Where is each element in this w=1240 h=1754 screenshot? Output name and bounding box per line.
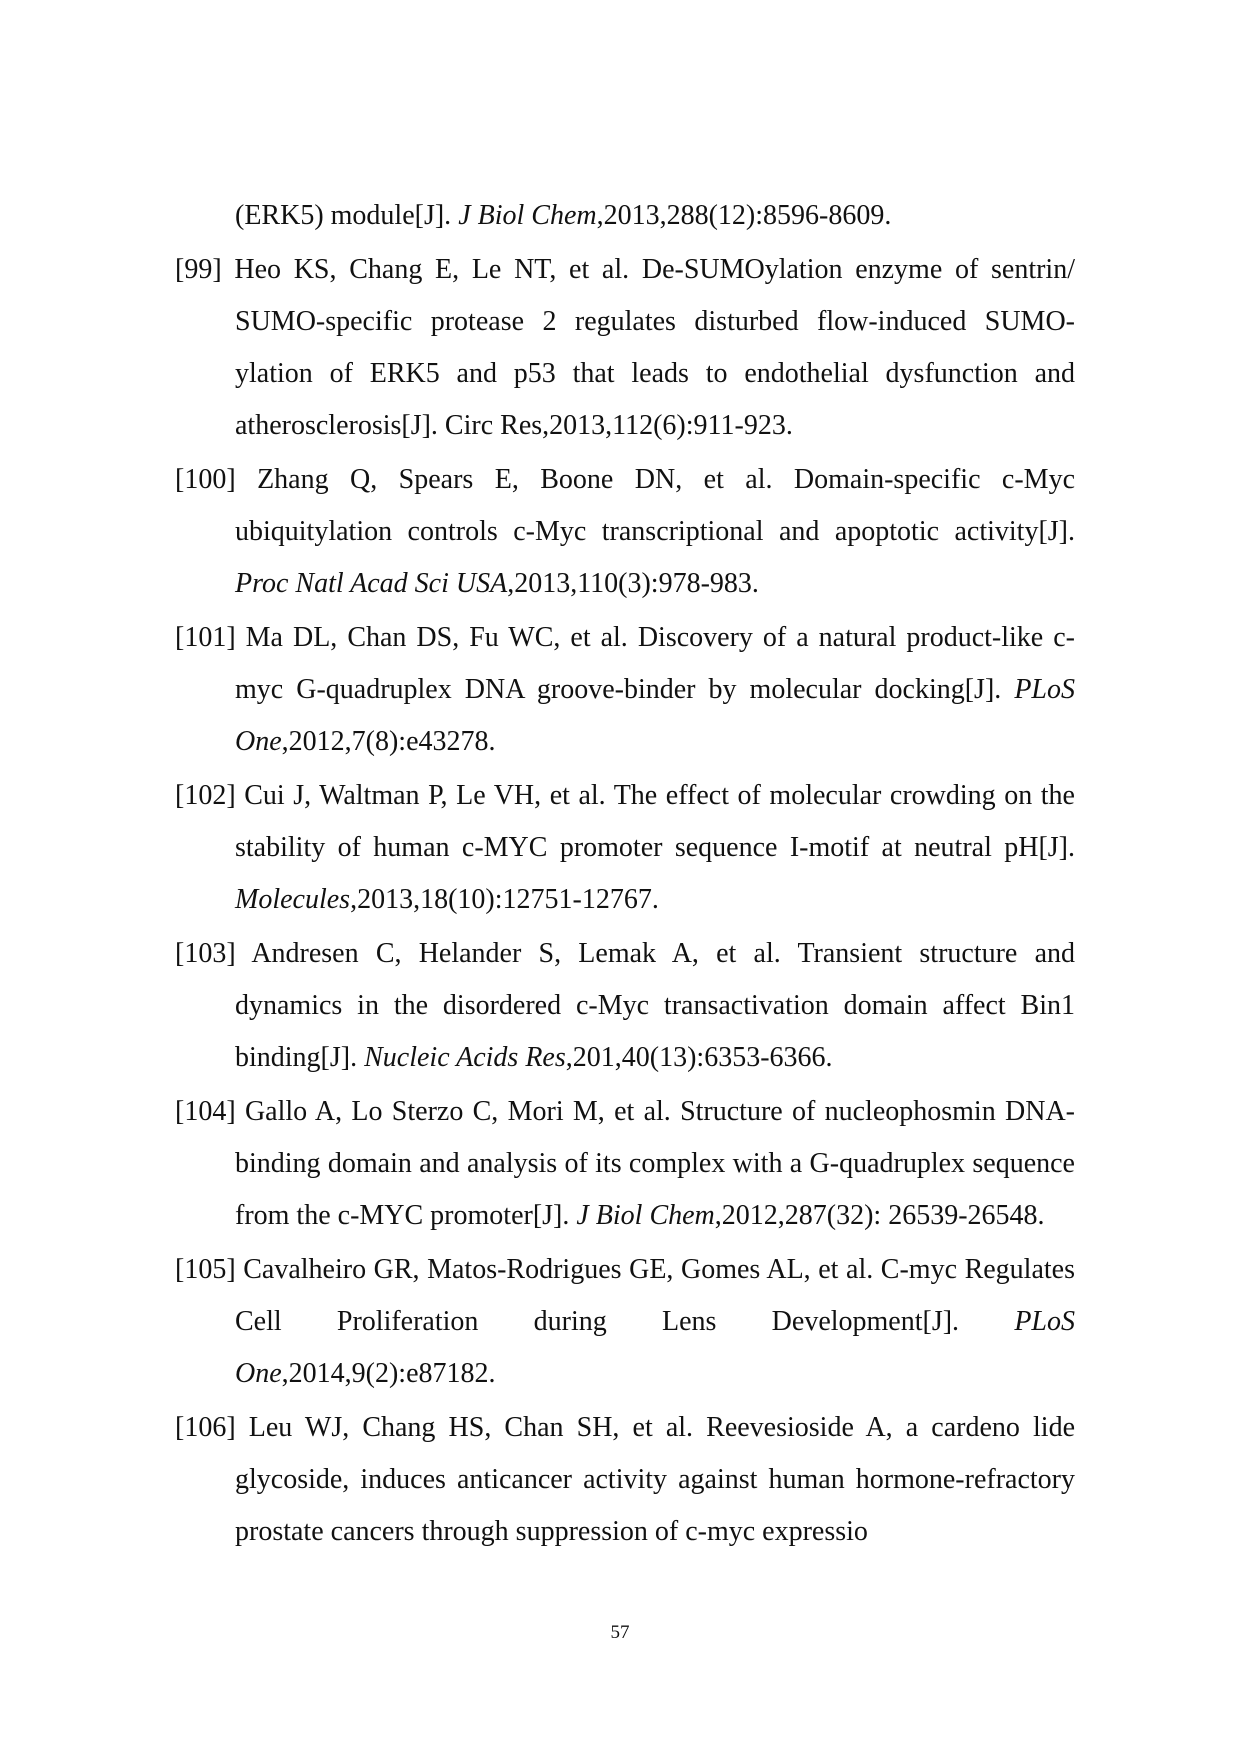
reference-number: [104] [175, 1096, 236, 1127]
reference-tail: ,201,40(13):6353-6366. [565, 1042, 833, 1073]
journal-name: J Biol Chem [576, 1200, 715, 1231]
reference-item-106 [175, 1402, 1075, 1558]
reference-tail: ,2012,7(8):e43278. [281, 726, 496, 757]
reference-item-101 [175, 612, 1075, 768]
reference-item-100 [175, 454, 1075, 610]
reference-item-103 [175, 928, 1075, 1084]
journal-name: Proc Natl Acad Sci USA [235, 568, 508, 599]
journal-name: PLoS One [235, 1306, 1075, 1389]
reference-item-104 [175, 1086, 1075, 1242]
reference-number: [100] [175, 464, 236, 495]
journal-name: PLoS One [235, 674, 1075, 757]
reference-text: Ma DL, Chan DS, Fu WC, et al. Discovery of a natural product-like c-myc G-quadruplex DNA groove-binder by molecular docking[J]. [235, 622, 1075, 705]
reference-number: [106] [175, 1412, 236, 1443]
reference-list [175, 190, 1075, 1560]
reference-number: [105] [175, 1254, 236, 1285]
reference-number: [103] [175, 938, 236, 969]
reference-tail: ,2013,288(12):8596-8609. [596, 200, 892, 231]
journal-name: Molecules [235, 884, 351, 915]
reference-text: Gallo A, Lo Sterzo C, Mori M, et al. Structure of nucleophosmin DNA-binding domain and analysis of its complex with a G-quadruplex sequence from the c-MYC promoter[J]. [235, 1096, 1075, 1231]
journal-name: Nucleic Acids Res [364, 1042, 566, 1073]
reference-tail: ,2013,18(10):12751-12767. [350, 884, 659, 915]
reference-item-102 [175, 770, 1075, 926]
reference-item-98-continued [175, 190, 1075, 242]
reference-tail: ,2012,287(32): 26539-26548. [714, 1200, 1045, 1231]
reference-text: Cavalheiro GR, Matos-Rodrigues GE, Gomes AL, et al. C-myc Regulates Cell Proliferation during Lens Development[J]. [235, 1254, 1075, 1337]
reference-text: Heo KS, Chang E, Le NT, et al. De-SUMOylation enzyme of sentrin/ SUMO-specific protease 2 regulates disturbed flow-induced SUMO-ylation of ERK5 and p53 that leads to endothelial dysfunction and atherosclerosis[J]. Circ Res,2013,112(6):911-923. [221, 254, 1075, 441]
page-number: 57 [610, 1622, 630, 1643]
reference-text: Zhang Q, Spears E, Boone DN, et al. Domain-specific c-Myc ubiquitylation controls c-Myc transcriptional and apoptotic activity[J]. [235, 464, 1075, 547]
reference-item-105 [175, 1244, 1075, 1400]
reference-tail: ,2013,110(3):978-983. [507, 568, 759, 599]
reference-number: [102] [175, 780, 236, 811]
journal-name: J Biol Chem [458, 200, 597, 231]
reference-text: Cui J, Waltman P, Le VH, et al. The effect of molecular crowding on the stability of human c-MYC promoter sequence I-motif at neutral pH[J]. [235, 780, 1075, 863]
reference-number: [101] [175, 622, 236, 653]
reference-text: Leu WJ, Chang HS, Chan SH, et al. Reevesioside A, a cardeno lide glycoside, induces anticancer activity against human hormone-refractory prostate cancers through suppression of c-myc expressio [235, 1412, 1075, 1547]
reference-number: [99] [175, 254, 222, 285]
reference-text: Andresen C, Helander S, Lemak A, et al. Transient structure and dynamics in the disordered c-Myc transactivation domain affect Bin1 binding[J]. [235, 938, 1075, 1073]
reference-item-99 [175, 244, 1075, 452]
reference-text: (ERK5) module[J]. [235, 200, 459, 231]
reference-tail: ,2014,9(2):e87182. [281, 1358, 496, 1389]
